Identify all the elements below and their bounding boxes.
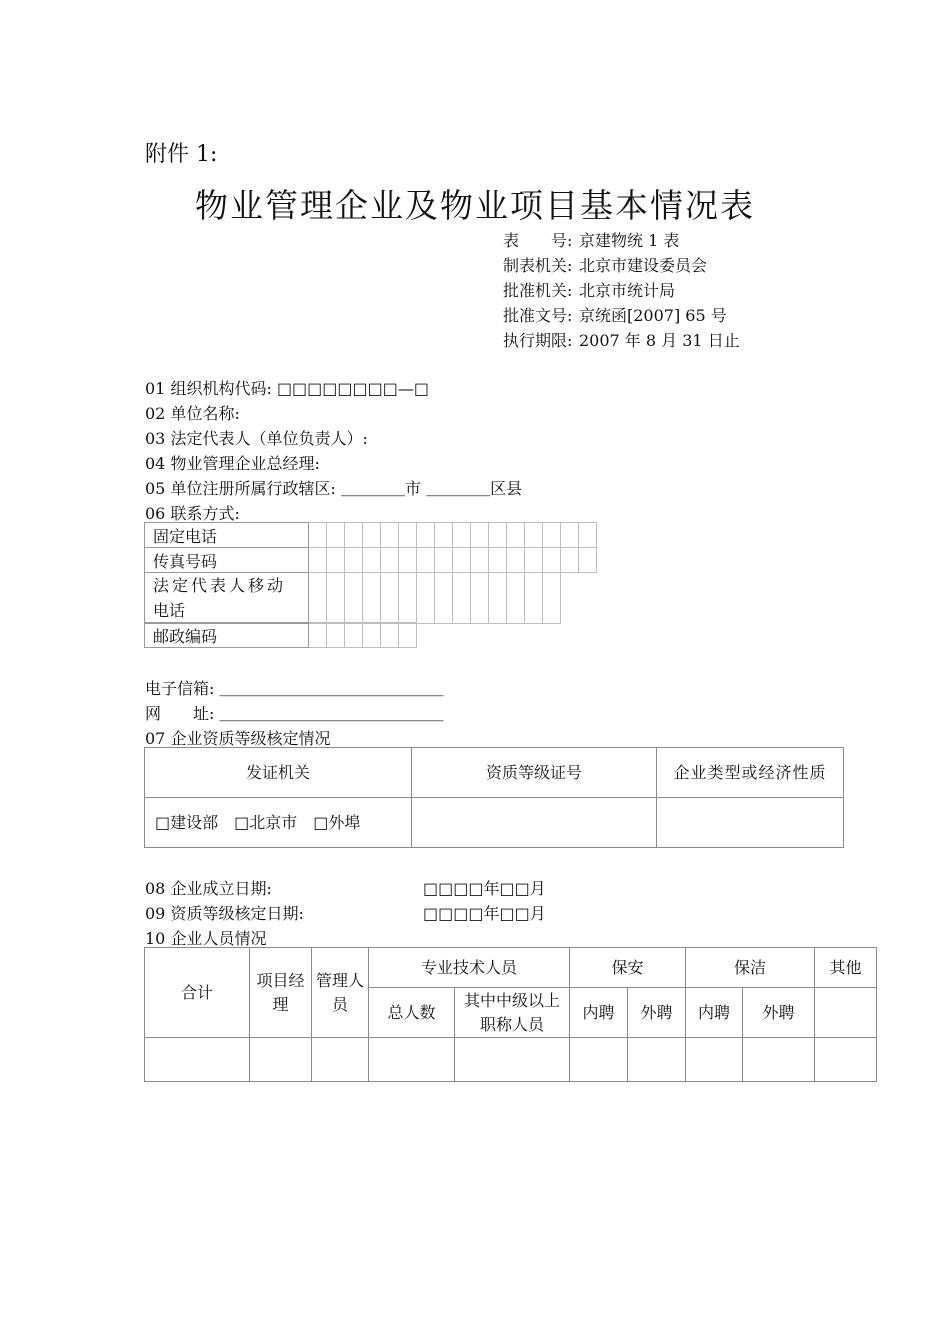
legal-rep-field: 03 法定代表人（单位负责人）:: [145, 429, 368, 448]
meta-approval-number: 批准文号: 京统函[2007] 65 号: [503, 306, 727, 325]
enterprise-type-header: 企业类型或经济性质: [657, 748, 844, 798]
postcode-label: 邮政编码: [145, 623, 309, 648]
contact-postcode-grid: [144, 622, 417, 648]
other-header: 其他: [815, 948, 877, 988]
project-manager-header: 项目经理: [250, 948, 312, 1038]
qualification-date-boxes[interactable]: □□□□年□□月: [423, 904, 546, 923]
other-subheader-cell: [815, 988, 877, 1038]
email-blank[interactable]: ＿＿＿＿＿＿＿＿＿＿＿＿＿＿: [219, 679, 444, 698]
tech-staff-header: 专业技术人员: [369, 948, 570, 988]
established-date-boxes[interactable]: □□□□年□□月: [423, 879, 546, 898]
security-outsourced-header: 外聘: [628, 988, 686, 1038]
certificate-number-header: 资质等级证号: [412, 748, 657, 798]
city-blank[interactable]: ＿＿＿＿: [340, 479, 405, 498]
cleaning-header: 保洁: [686, 948, 815, 988]
option-ministry-checkbox[interactable]: □建设部: [155, 812, 219, 832]
certificate-number-cell[interactable]: [412, 798, 657, 848]
contact-mobile-grid: [144, 572, 561, 624]
email-field: 电子信箱: ＿＿＿＿＿＿＿＿＿＿＿＿＿＿: [145, 679, 444, 698]
cleaning-outsourced-header: 外聘: [743, 988, 815, 1038]
staff-table: [144, 947, 877, 1082]
enterprise-type-cell[interactable]: [657, 798, 844, 848]
fax-label: 传真号码: [145, 548, 309, 573]
attachment-label: 附件 1:: [145, 142, 218, 167]
qualification-table: [144, 747, 844, 848]
qualification-section-label: 07 企业资质等级核定情况: [145, 729, 331, 748]
district-field: 05 单位注册所属行政辖区: ＿＿＿＿市 ＿＿＿＿区县: [145, 479, 523, 498]
contact-field: 06 联系方式:: [145, 504, 240, 523]
option-beijing-checkbox[interactable]: □北京市: [234, 812, 298, 832]
org-code-field: 01 组织机构代码: □□□□□□□□—□: [145, 379, 429, 398]
security-header: 保安: [570, 948, 686, 988]
security-inhouse-header: 内聘: [570, 988, 628, 1038]
management-header: 管理人员: [312, 948, 369, 1038]
meta-form-number: 表 号: 京建物统 1 表: [503, 231, 680, 250]
document-title: 物业管理企业及物业项目基本情况表: [195, 186, 755, 225]
website-blank[interactable]: ＿＿＿＿＿＿＿＿＿＿＿＿＿＿: [219, 704, 444, 723]
issuing-authority-options: [145, 798, 412, 848]
meta-validity-period: 执行期限: 2007 年 8 月 31 日止: [503, 331, 740, 350]
tech-total-header: 总人数: [369, 988, 455, 1038]
contact-phone-grid: [144, 522, 597, 573]
qualification-date-field: 09 资质等级核定日期:: [145, 904, 304, 923]
website-field: 网 址: ＿＿＿＿＿＿＿＿＿＿＿＿＿＿: [145, 704, 444, 723]
total-header: 合计: [145, 948, 250, 1038]
table-row: [145, 1038, 877, 1082]
meta-issuing-authority: 制表机关: 北京市建设委员会: [503, 256, 708, 275]
general-manager-field: 04 物业管理企业总经理:: [145, 454, 320, 473]
mobile-label: 法定代表人移动 电话: [145, 573, 309, 624]
unit-name-field: 02 单位名称:: [145, 404, 240, 423]
county-blank[interactable]: ＿＿＿＿: [426, 479, 491, 498]
org-code-boxes[interactable]: □□□□□□□□—□: [276, 379, 429, 398]
issuing-authority-header: 发证机关: [145, 748, 412, 798]
tech-mid-senior-header: 其中中级以上职称人员: [455, 988, 570, 1038]
staff-section-label: 10 企业人员情况: [145, 929, 267, 948]
cleaning-inhouse-header: 内聘: [686, 988, 743, 1038]
option-other-region-checkbox[interactable]: □外埠: [313, 812, 361, 832]
meta-approving-authority: 批准机关: 北京市统计局: [503, 281, 676, 300]
phone-label: 固定电话: [145, 523, 309, 548]
established-date-field: 08 企业成立日期:: [145, 879, 272, 898]
